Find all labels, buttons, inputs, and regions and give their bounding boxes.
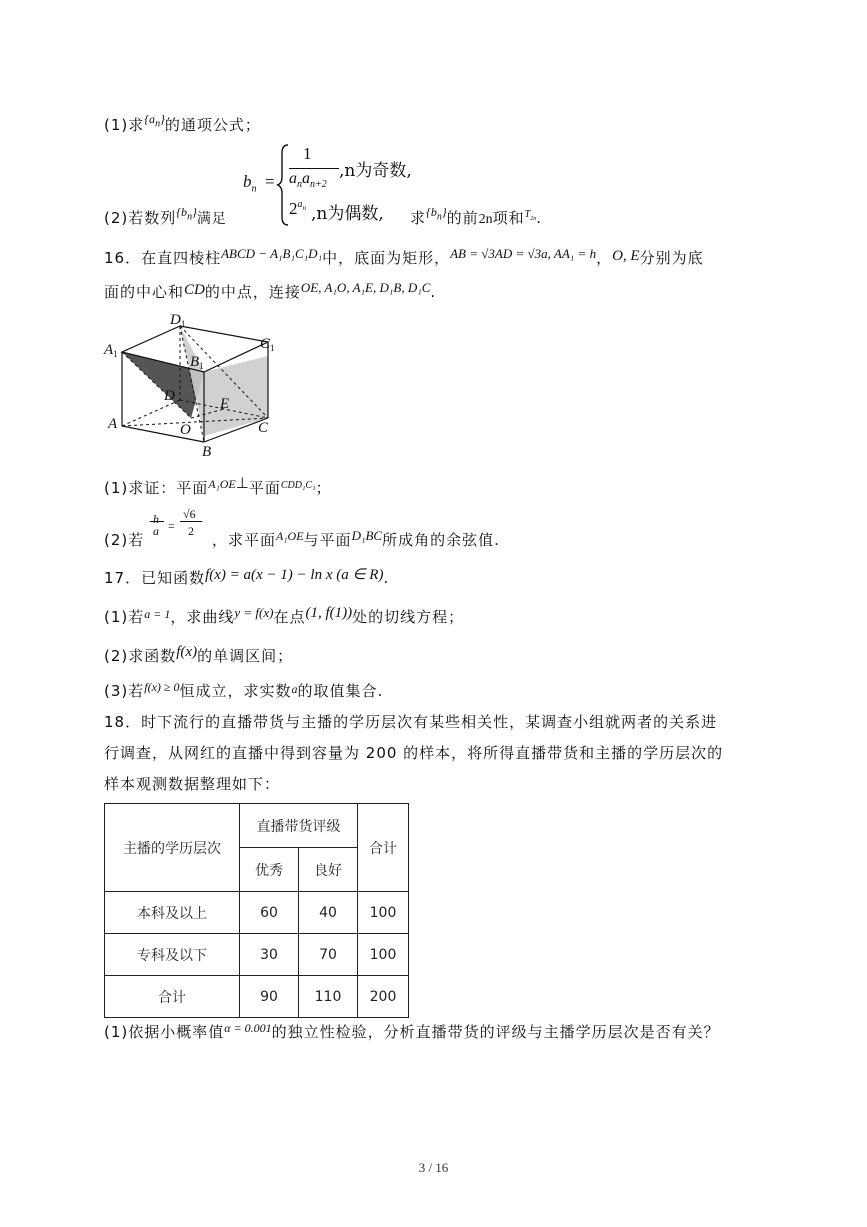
label-C: C <box>258 420 269 436</box>
label-D: D <box>164 388 175 404</box>
label-B1: $B_1$ <box>190 354 204 371</box>
contingency-table <box>104 803 409 1018</box>
q15-part2-a: (2)若数列$^{\{b_n\}}$满足 <box>104 205 227 227</box>
q16-part1: (1)求证：平面$^{A_1OE}$⊥平面$^{CDD_1C_1}$； <box>104 476 332 497</box>
q16-equation: AB = √3AD = √3a, AA₁ = h <box>450 246 597 261</box>
q16-line2: 面的中心和CD的中点，连接OE, A₁O, A₁E, D₁B, D₁C. <box>104 280 437 301</box>
label-D1: $D_1$ <box>170 312 186 329</box>
q17-part2: (2)求函数f(x)的单调区间； <box>104 644 294 665</box>
q15-part1-suffix: 的通项公式； <box>164 116 261 134</box>
table-col-excellent: 优秀 <box>240 848 299 892</box>
q17-function: f(x) = a(x − 1) − ln x (a ∈ R) <box>205 567 384 583</box>
label-E: E <box>220 396 230 412</box>
table-cell: 60 <box>240 892 299 934</box>
table-row-label: 专科及以下 <box>105 934 240 976</box>
q16-part2: (2)若 h a = √6 2 ，求平面$^{A_1OE}$与平面D₁BC所成角的余弦值. <box>104 507 500 549</box>
frac-denominator: $a_na_{n+2}$ <box>289 170 327 191</box>
q18-line2: 行调查，从网红的直播中得到容量为 200 的样本，将所得直播带货和主播的学历层次的 <box>104 744 724 762</box>
prism-figure <box>100 308 300 468</box>
table-cell: 40 <box>299 892 358 934</box>
prism-name: ABCD − A₁B₁C₁D₁ <box>221 246 323 261</box>
frac-bar <box>289 168 339 169</box>
table-cell: 90 <box>240 976 299 1018</box>
page-number: 3 / 16 <box>418 1160 449 1175</box>
label-B: B <box>202 444 212 460</box>
q16-line1: 16．在直四棱柱ABCD − A₁B₁C₁D₁中，底面为矩形，AB = √3AD = √3a, AA₁ = h，O, E分别为底 <box>104 246 704 267</box>
q15-part1 <box>104 112 261 141</box>
case1-condition: ,n为奇数, <box>339 161 412 181</box>
q15-seq-bn: {bn} <box>176 205 197 223</box>
q17-line1: 17．已知函数f(x) = a(x − 1) − ln x (a ∈ R). <box>104 567 390 587</box>
case2-expr: $2^{a_n}$ <box>289 199 306 218</box>
table-cell: 30 <box>240 934 299 976</box>
table-group-header: 直播带货评级 <box>240 804 358 848</box>
q17-part1: (1)若$^{a = 1}$，求曲线y = f(x)在点(1, f(1))处的切线方程； <box>104 605 465 626</box>
table-row <box>105 892 409 934</box>
frac-numerator: 1 <box>303 144 312 163</box>
table-cell: 100 <box>358 934 409 976</box>
q15-part2-b: 求$^{\{b_n\}}$的前2n项和$^{T_{2n}}$. <box>410 205 543 227</box>
q15-part1-prefix: (1)求 <box>104 116 145 134</box>
label-O: O <box>180 422 191 438</box>
q15-piecewise-formula <box>243 143 423 228</box>
table-row <box>105 976 409 1018</box>
table-cell: 110 <box>299 976 358 1018</box>
bn-lhs: $b_n$ <box>243 172 257 195</box>
label-A1: $A_1$ <box>104 342 118 359</box>
table-row <box>105 934 409 976</box>
q18-line1: 18．时下流行的直播带货与主播的学历层次有某些相关性，某调查小组就两者的关系进 <box>104 713 718 731</box>
q18-part1: (1)依据小概率值$^{\alpha = 0.001}$的独立性检验，分析直播带货的评级与主播学历层次是否有关？ <box>104 1021 720 1041</box>
q15-seq-an: {an} <box>144 112 165 130</box>
h-over-a-fraction: h a = √6 2 <box>150 530 212 550</box>
bn-eq: = <box>265 172 275 191</box>
table-row-header: 主播的学历层次 <box>105 804 240 892</box>
case2-condition: ,n为偶数, <box>311 204 384 224</box>
table-row-label: 合计 <box>105 976 240 1018</box>
label-A: A <box>108 416 118 432</box>
table-col-good: 良好 <box>299 848 358 892</box>
table-cell: 200 <box>358 976 409 1018</box>
label-C1: $C_1$ <box>260 336 275 353</box>
q18-line3: 样本观测数据整理如下： <box>104 775 281 793</box>
left-brace <box>276 143 290 227</box>
table-cell: 70 <box>299 934 358 976</box>
table-total-header: 合计 <box>358 804 409 892</box>
table-row-label: 本科及以上 <box>105 892 240 934</box>
q17-part3: (3)若$^{f(x) \ge 0}$恒成立，求实数$^a$的取值集合. <box>104 680 384 700</box>
table-cell: 100 <box>358 892 409 934</box>
shaded-triangle-light <box>180 326 268 436</box>
